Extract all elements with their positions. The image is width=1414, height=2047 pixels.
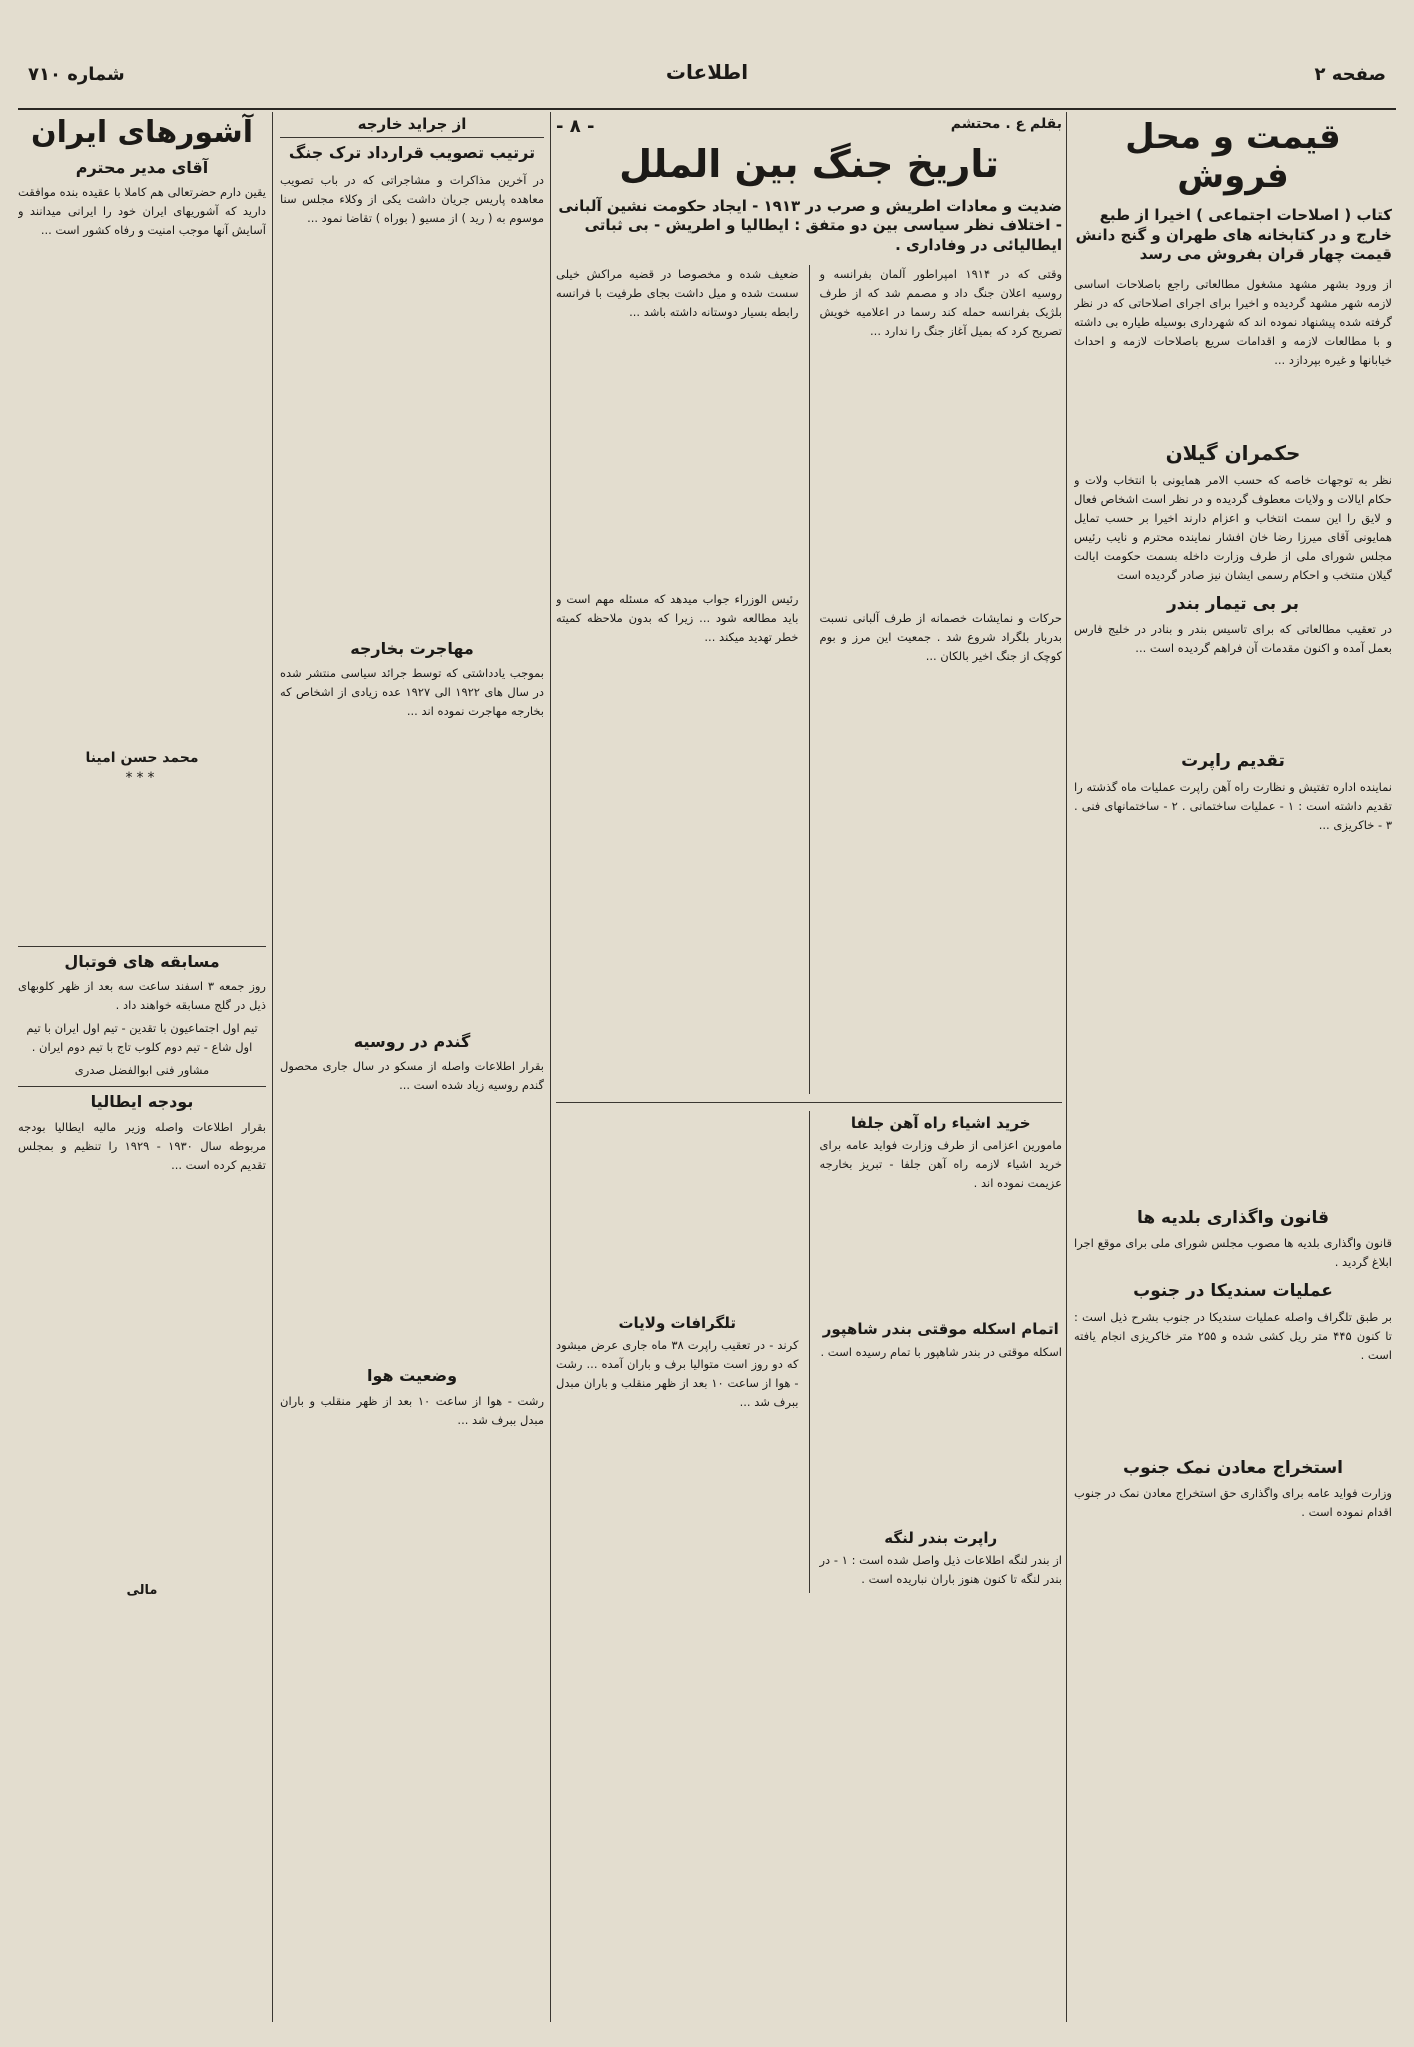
subheading: خرید اشیاء راه آهن جلفا [850,1114,1031,1133]
subheading: استخراج معادن نمک جنوب [1122,1457,1343,1478]
text-filler [820,1366,1063,1526]
text-filler [820,1197,1063,1317]
article-text: بر طبق تلگراف واصله عملیات سندیکا در جنوب بشرح ذیل است : تا کنون ۴۴۵ متر ریل کشی شده و ۲۵۵ متر خاکریزی انجام یافته است . [1074,1309,1392,1362]
column-left [18,112,266,2022]
section-header: از جراید خارجه [280,116,544,138]
article-text: نظر به توجهات خاصه که حسب الامر همایونی با انتخاب ولات و حکام ایالات و ولایات معطوف گردیده و در نظر است اشخاص فعال و لایق را این سمت انتخاب و اعزام دارند اخیرا بر حسب تمایل همایونی آقای میرزا رضا خان افشار نماینده محترم و نایب رئیس مجلس شورای ملی از طرف وزارت داخله بسمت حکومت ایالت گیلان منتخب و احکام رسمی ایشان نیز صادر گردیده است [1074,472,1392,582]
article-text: در آخرین مذاکرات و مشاجراتی که در باب تصویب معاهده پاریس جریان داشت یکی از وکلاء مجلس سنا موسوم به ( رید ) از مسیو ( بوراه ) تقاضا نمود ... [280,172,544,225]
column-rule [1066,112,1067,2022]
column-rule [550,112,551,2022]
article-text: اسکله موقتی در بندر شاهپور با تمام رسیده است . [820,1344,1062,1359]
text-filler [280,1099,544,1359]
byline: بقلم ع . محتشم [950,116,1062,132]
section-divider [18,946,266,947]
article-title: آشورهای ایران [31,115,253,150]
subheading: مسابقه های فوتبال [64,951,220,971]
text-filler [1074,662,1392,742]
paper-name: اطلاعات [665,60,749,84]
team-list: تیم اول اجتماعیون با تقدین - تیم اول ایران با تیم اول شاع - تیم دوم کلوب تاج با تیم دوم ایران . [26,1021,258,1055]
column-rule [809,265,810,1094]
masthead [18,44,1396,110]
text-filler [1074,839,1392,1199]
article-title: ترتیب تصویب قرارداد ترک جنگ [288,143,536,163]
column-left-center [280,112,544,2022]
subheading: بودجه ایطالیا [90,1092,194,1112]
subheading: بر بی تیمار بندر [1166,593,1300,614]
text-filler [820,345,1063,605]
article-text: قانون واگذاری بلدیه ها مصوب مجلس شورای ملی برای موقع اجرا ابلاغ گردید . [1074,1236,1392,1270]
article-text: مامورین اعزامی از طرف وزارت فواید عامه برای خرید اشیاء لازمه راه آهن جلفا - تبریز بخارجه عزیمت نموده اند . [819,1138,1062,1191]
article-text: کرند - در تعقیب راپرت ۳۸ ماه جاری عرض میشود که دو روز است متوالیا برف و باران آمده ... رشت - هوا از ساعت ۱۰ بعد از ظهر منقلب و باران مبدل ببرف شد ... [556,1338,799,1410]
article-end: مالی [126,1582,158,1598]
article-text: رشت - هوا از ساعت ۱۰ بعد از ظهر منقلب و باران مبدل ببرف شد ... [280,1393,544,1427]
text-filler [18,790,266,940]
article-text: رئیس الوزراء جواب میدهد که مسئله مهم است و باید مطالعه شود ... زیرا که بدون ملاحظه کمیته خطر تهدید میکند ... [556,592,799,645]
subheading: وضعیت هوا [366,1366,458,1386]
text-filler [1074,374,1392,434]
signature: محمد حسن امینا [85,749,199,766]
text-filler [18,244,266,744]
article-text: یقین دارم حضرتعالی هم کاملا با عقیده بنده موافقت دارید که آشوریهای ایران خود را ایرانی میدانند و آسایش آنها موجب امنیت و رفاه کشور است ... [18,184,266,237]
subheading: عملیات سندیکا در جنوب [1133,1281,1333,1302]
salutation: آقای مدیر محترم [75,157,209,177]
subheading: مهاجرت بخارجه [350,638,474,658]
text-filler [556,326,799,586]
column-rule [272,112,273,2022]
issue-number: شماره ۷۱۰ [28,64,125,85]
article-text: وزارت فواید عامه برای واگذاری حق استخراج معادن نمک در جنوب اقدام نموده است . [1074,1486,1392,1520]
article-subtitle: ضدیت و معادات اطریش و صرب در ۱۹۱۳ - ایجاد حکومت نشین آلبانی - اختلاف نظر سیاسی بین دو متفق : ایطالیا و اطریش - بی ثباتی ایطالیائی در وفاداری . [558,196,1062,254]
article-text: در تعقیب مطالعاتی که برای تاسیس بندر و بنادر در خلیج فارس بعمل آمده و اکنون مقدمات آن فراهم گردیده است ... [1074,622,1392,656]
article-text: نماینده اداره تفتیش و نظارت راه آهن راپرت عملیات ماه گذشته را تقدیم داشته است : ۱ - عملیات ساختمانی . ۲ - ساختمانهای فنی . ۳ - خاکریزی ... [1074,779,1392,832]
article-text: از ورود بشهر مشهد مشغول مطالعاتی راجع باصلاحات اساسی لازمه شهر مشهد گردیده و اخیرا برای اجرای اصلاحاتی که در نظر گرفته شده پیشنهاد نموده اند که شهرداری بوسیله طیاره بی داشته و با مطالعات لازمه و اقدامات سریع باصلاحات لازمه و احداث خیابانها و غیره بپردازد ... [1074,276,1392,367]
text-filler [820,670,1063,1090]
article-text: بقرار اطلاعات واصله وزیر مالیه ایطالیا بودجه مربوطه سال ۱۹۳۰ - ۱۹۲۹ را تنظیم و بمجلس تقدیم کرده است ... [18,1119,266,1172]
article-text: روز جمعه ۳ اسفند ساعت سه بعد از ظهر کلوبهای ذیل در گلج مسابقه خواهند داد . [18,979,266,1013]
subheading: قانون واگذاری بلدیه ها [1136,1207,1330,1228]
page-number: صفحه ۲ [1314,64,1386,85]
subheading: تلگرافات ولایات [618,1314,737,1333]
column-center [556,112,1062,2022]
text-filler [18,1179,266,1579]
signature: مشاور فنی ابوالفضل صدری [74,1063,210,1078]
article-text: حرکات و نمایشات خصمانه از طرف آلبانی نسبت بدربار بلگراد شروع شد . جمعیت این مرز و بوم کوچک از جنگ اخیر بالکان ... [819,611,1062,664]
article-text: بموجب یادداشتی که توسط جرائد سیاسی منتشر شده در سال های ۱۹۲۲ الی ۱۹۲۷ عده زیادی از اشخاص که بخارجه مهاجرت نموده اند ... [280,666,544,719]
column-rule [809,1111,810,1593]
series-number: - ۸ - [556,116,595,137]
text-filler [280,232,544,632]
subheading: تقدیم راپرت [1181,751,1285,772]
article-title: تاریخ جنگ بین الملل [619,142,999,186]
section-divider [18,1086,266,1087]
text-filler [280,725,544,1025]
article-text: ضعیف شده و مخصوصا در قضیه مراکش خیلی سست شده و میل داشت بجای طرفیت با فرانسه رابطه بسیار دوستانه داشته باشد ... [556,267,799,320]
ornament: *** [125,769,159,786]
section-divider [556,1102,1062,1103]
subheading: اتمام اسکله موقتی بندر شاهپور [822,1320,1059,1339]
column-right [1074,112,1392,2022]
article-text: بقرار اطلاعات واصله از مسکو در سال جاری محصول گندم روسیه زیاد شده است ... [280,1059,544,1093]
text-filler [556,1111,799,1311]
section-intro: کتاب ( اصلاحات اجتماعی ) اخیرا از طبع خارج و در کتابخانه های طهران و گنج دانش قیمت چهار قران بفروش می رسد [1075,206,1392,264]
article-text: وقتی که در ۱۹۱۴ امپراطور آلمان بفرانسه و روسیه اعلان جنگ داد و مصمم شد که از طرف بلژیک بفرانسه حمله کند رسما در اعلامیه خویش تصریح کرد که بمیل آغاز جنگ را ندارد ... [819,267,1062,339]
text-filler [1074,1369,1392,1449]
subheading: گندم در روسیه [353,1032,471,1052]
article-text: از بندر لنگه اطلاعات ذیل واصل شده است : ۱ - در بندر لنگه تا کنون هنوز باران نباریده است . [819,1552,1062,1586]
subheading: راپرت بندر لنگه [884,1528,998,1547]
subheading: حکمران گیلان [1165,440,1301,465]
section-title: قیمت و محل فروش [1125,117,1341,197]
text-filler [556,651,799,1071]
